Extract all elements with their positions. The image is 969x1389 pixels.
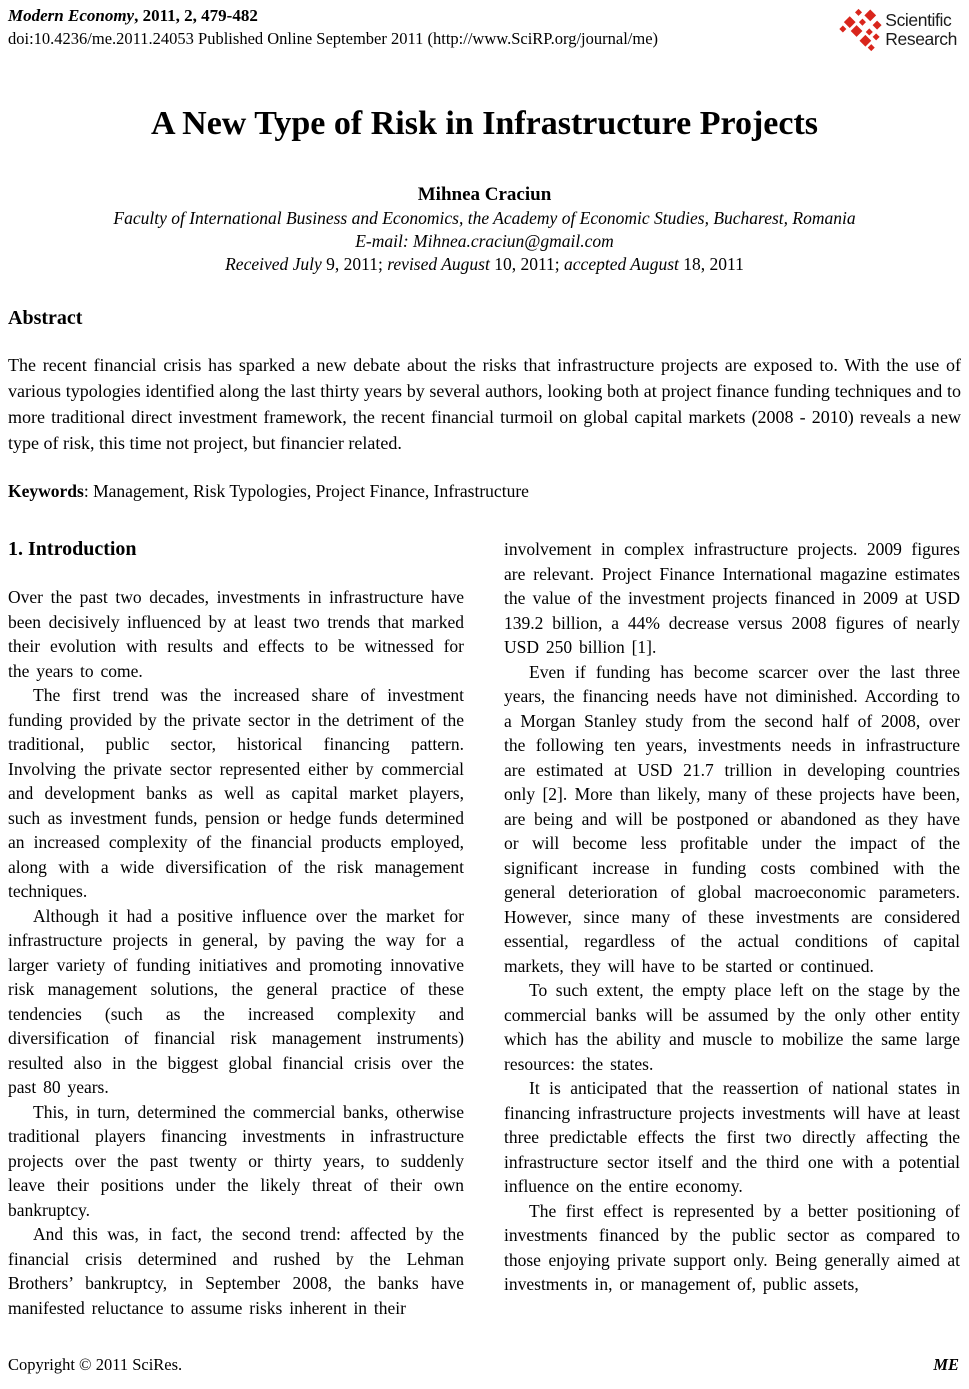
received-label: Received July [225,254,327,274]
page-footer [8,1355,961,1375]
accepted-label: accepted August [564,254,684,274]
copyright-notice: Copyright © 2011 SciRes. [8,1355,183,1374]
paragraph: And this was, in fact, the second trend: affected by the financial crisis determined and rushed by the Lehman Brothers’ bankruptcy, in September 2008, the banks have manifested reluctance to assume risks inherent in their [8,1224,464,1318]
paragraph: To such extent, the empty place left on the stage by the commercial banks will be assumed by the only other entity which has the ability and muscle to mobilize the same large resources: the states. [504,980,960,1074]
scirp-diamonds-icon [837,7,882,53]
author-affiliation: Faculty of International Business and Economics, the Academy of Economic Studies, Bucharest, Romania [113,208,856,228]
revised-date: 10, 2011; [494,254,565,274]
paragraph: Over the past two decades, investments in infrastructure have been decisively influenced by at least two trends that marked their evolution with results and effects to be witnessed for the years to come. [8,587,464,681]
revised-label: revised August [387,254,495,274]
accepted-date: 18, 2011 [683,254,744,274]
doi-line: doi:10.4236/me.2011.24053 Published Online September 2011 (http://www.SciRP.org/journal/me) [8,29,659,48]
dates-line [8,253,961,276]
journal-name: Modern Economy [8,6,135,25]
journal-citation [8,6,658,26]
paragraph: This, in turn, determined the commercial banks, otherwise traditional players financing investments in infrastructure projects over the past twenty or thirty years, to suddenly leave their positions under the likely threat of their own bankruptcy. [8,1101,464,1220]
paragraph: Although it had a positive influence over the market for infrastructure projects in general, by paving the way for a larger variety of funding initiatives and promoting innovative risk management solutions, the general practice of these tendencies (such as the increased complexity and diversification of financial risk management instruments) resulted also in the biggest global financial crisis over the past 80 years. [8,905,464,1097]
publisher-name-line1: Scientific [885,10,952,30]
paragraph: The first trend was the increased share of investment funding provided by the private sector in the detriment of the traditional, public sector, historical financing pattern. Involving the private sector represented either by commercial and development banks as well as capital market players, such as investment funds, pension or hedge funds determined an increased complexity of the financial products employed, along with a wide diversification of the risk management techniques. [8,685,464,901]
paragraph: It is anticipated that the reassertion of national states in financing infrastructure projects investments will have at least three predictable effects the first two directly affecting the infrastructure sector itself and the third one with a potential influence on the entire economy. [504,1078,960,1196]
paragraph: involvement in complex infrastructure projects. 2009 figures are relevant. Project Finance International magazine estimates the value of the investment projects financed in 2009 at USD 139.2 billion, a 44% decrease versus 2008 figures of nearly USD 250 billion [1]. [504,539,960,657]
keywords-label: Keywords [8,481,84,501]
author-email: E-mail: Mihnea.craciun@gmail.com [355,231,614,251]
author-block [8,183,961,276]
abstract-text: The recent financial crisis has sparked a new debate about the risks that infrastructure projects are exposed to. With the use of various typologies identified along the last thirty years by several authors, looking both at project finance funding techniques and to more traditional direct investment framework, the recent financial turmoil on global capital markets (2008 - 2010) reveals a new type of risk, this time not project, but financier related. [8,355,961,453]
paper-title: A New Type of Risk in Infrastructure Projects [150,105,819,142]
paragraph: The first effect is represented by a better positioning of investments financed by the public sector as compared to those enjoying private support only. Being generally aimed at investments in, or management of, public assets, [504,1200,960,1294]
abstract-heading: Abstract [8,307,83,329]
publisher-name-line2: Research [885,29,957,49]
publisher-name [885,11,957,49]
received-date: 9, 2011; [326,254,388,274]
journal-citation-block [8,6,658,50]
keywords-list: : Management, Risk Typologies, Project Finance, Infrastructure [83,481,529,501]
keywords-line [8,480,961,503]
publisher-logo [837,7,957,53]
left-column [8,537,464,1320]
journal-header [8,6,961,53]
journal-abbreviation: ME [933,1355,959,1374]
journal-issue-pages: , 2011, 2, 479-482 [134,6,258,25]
section-heading-introduction: 1. Introduction [8,538,137,560]
paragraph: Even if funding has become scarcer over the last three years, the financing needs have not diminished. According to a Morgan Stanley study from the second half of 2008, over the following ten years, investments needs in infrastructure are estimated at USD 21.7 trillion in developing countries only [2]. More than likely, many of these projects have been, are being and will be postponed or abandoned as they have or will become less profitable under the impact of the significant increase in funding costs combined with the general deterioration of global macroeconomic parameters. However, since many of these investments are considered essential, regardless of the actual conditions of capital markets, they will have to be started or continued. [504,661,960,976]
two-column-body [8,537,961,1320]
author-name: Mihnea Craciun [417,184,552,205]
right-column [504,537,960,1320]
